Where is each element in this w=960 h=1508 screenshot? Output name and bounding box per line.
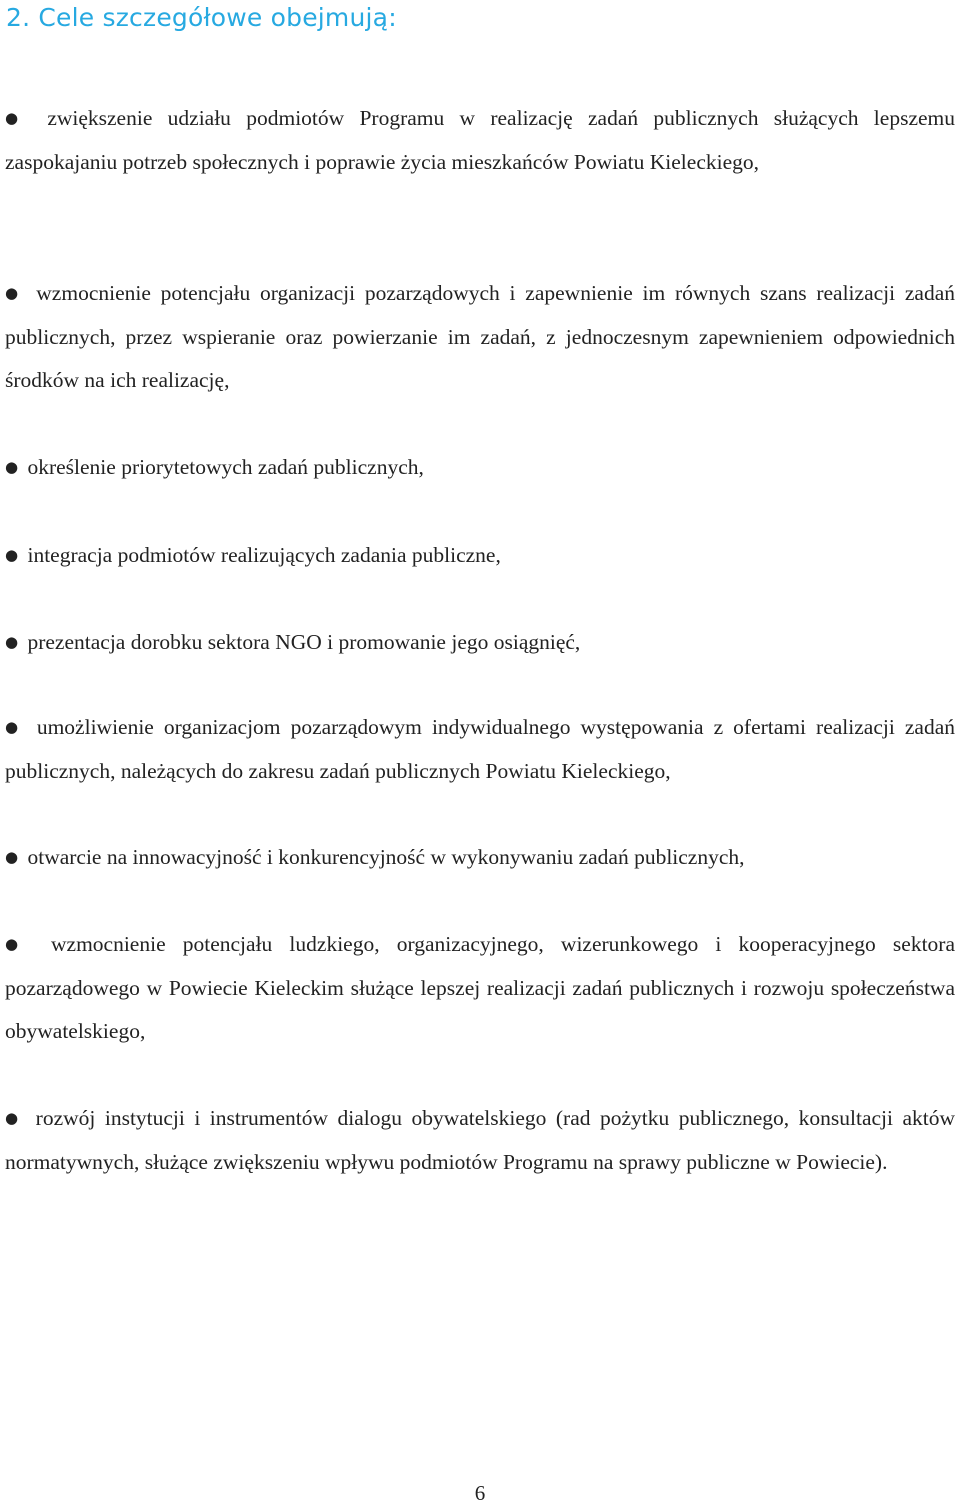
bullet-icon: ● xyxy=(5,1109,23,1127)
bullet-icon: ● xyxy=(5,458,19,476)
list-item xyxy=(5,534,955,578)
list-item-text: wzmocnienie potencjału organizacji pozarządowych i zapewnienie im równych szans realizacji zadań publicznych, przez wspieranie oraz powierzanie im zadań, z jednoczesnym zapewnieniem odpowiednich środków na ich realizację, xyxy=(5,281,956,392)
list-item-text: umożliwienie organizacjom pozarządowym indywidualnego występowania z ofertami realizacji zadań publicznych, należących do zakresu zadań publicznych Powiatu Kieleckiego, xyxy=(5,715,955,783)
list-item xyxy=(5,1097,955,1184)
list-item-text: określenie priorytetowych zadań publicznych, xyxy=(27,455,424,479)
list-item xyxy=(5,272,955,403)
list-item xyxy=(5,706,955,793)
list-item xyxy=(5,621,955,665)
list-item-text: otwarcie na innowacyjność i konkurencyjność w wykonywaniu zadań publicznych, xyxy=(27,845,745,869)
bullet-icon: ● xyxy=(5,935,30,953)
list-item-text: rozwój instytucji i instrumentów dialogu obywatelskiego (rad pożytku publicznego, konsultacji aktów normatywnych, służące zwiększeniu wpływu podmiotów Programu na sprawy publiczne w Powiecie). xyxy=(5,1106,956,1174)
bullet-icon: ● xyxy=(5,848,19,866)
list-item-text: zwiększenie udziału podmiotów Programu w realizację zadań publicznych służących lepszemu zaspokajaniu potrzeb społecznych i poprawie życia mieszkańców Powiatu Kieleckiego, xyxy=(5,106,956,174)
bullet-icon: ● xyxy=(5,633,19,651)
list-item-text: integracja podmiotów realizujących zadania publiczne, xyxy=(27,543,501,567)
page-number: 6 xyxy=(474,1481,486,1505)
list-item xyxy=(5,836,955,880)
section-heading: 2. Cele szczegółowe obejmują: xyxy=(6,3,397,32)
list-item xyxy=(5,446,955,490)
bullet-icon: ● xyxy=(5,109,29,127)
list-item-text: prezentacja dorobku sektora NGO i promowanie jego osiągnięć, xyxy=(27,630,581,654)
list-item xyxy=(5,923,955,1054)
list-item-text: wzmocnienie potencjału ludzkiego, organizacyjnego, wizerunkowego i kooperacyjnego sektora pozarządowego w Powiecie Kieleckim służące lepszej realizacji zadań publicznych i rozwoju społeczeństwa obywatelskiego, xyxy=(5,932,956,1043)
bullet-icon: ● xyxy=(5,546,19,564)
list-item xyxy=(5,97,955,184)
bullet-icon: ● xyxy=(5,284,23,302)
bullet-icon: ● xyxy=(5,718,23,736)
